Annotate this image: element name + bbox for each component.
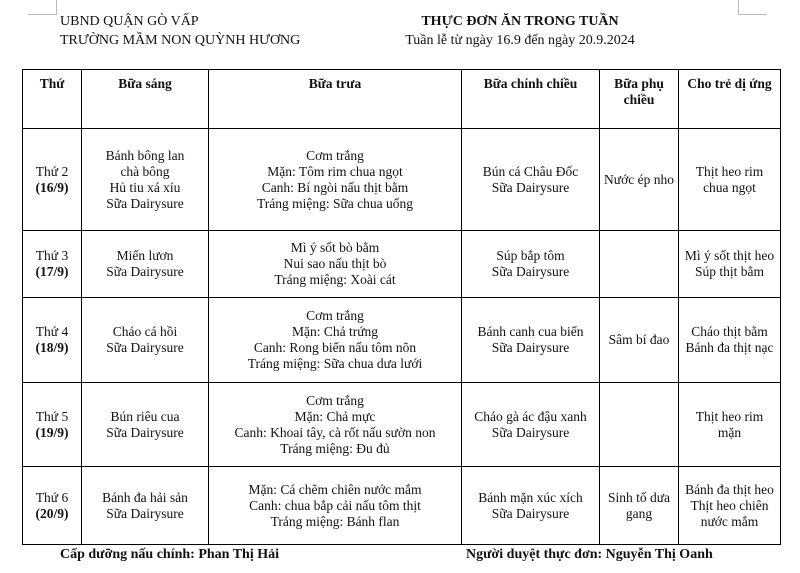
menu-line: Bánh đa thịt nạc: [685, 340, 774, 355]
menu-line: Sữa Dairysure: [106, 424, 184, 440]
menu-line: Tráng miệng: Sữa chua dưa lưới: [247, 356, 423, 371]
table-row: [23, 129, 781, 231]
day-label: Thứ 2: [35, 163, 69, 179]
menu-line: Bún riêu cua: [110, 408, 180, 424]
menu-line: Bánh mặn xúc xích: [478, 489, 583, 505]
menu-line: Sữa Dairysure: [106, 340, 184, 355]
menu-line: Canh: Rong biển nấu tôm nõn: [253, 340, 417, 355]
menu-line: Thịt heo rim: [695, 408, 764, 424]
day-cell: [23, 231, 82, 298]
menu-line: Cháo gà ác đậu xanh: [474, 408, 587, 424]
menu-line: Bánh đa thịt heo: [685, 481, 774, 497]
menu-line: chua ngọt: [703, 179, 756, 195]
menu-line: Miến lươn: [116, 248, 174, 263]
menu-line: Bánh đa hải sản: [102, 489, 188, 505]
menu-line: Cơm trắng: [306, 392, 364, 408]
menu-line: Sinh tố dưa: [607, 489, 671, 505]
menu-line: Cơm trắng: [306, 147, 364, 163]
lunch-cell: [209, 129, 462, 231]
menu-line: Mặn: Chả trứng: [291, 324, 379, 339]
day-date: (17/9): [35, 264, 69, 279]
day-label: Thứ 4: [35, 324, 69, 339]
lunch-cell: [209, 231, 462, 298]
menu-line: mặn: [717, 424, 742, 440]
header-breakfast: Bữa sáng: [82, 70, 209, 129]
afternoon-snack-cell: [600, 129, 679, 231]
menu-line: Sâm bí đao: [608, 332, 670, 347]
table-row: [23, 298, 781, 383]
menu-line: Mặn: Chả mực: [294, 408, 376, 424]
menu-line: Bún cá Châu Đốc: [482, 163, 579, 179]
table-row: [23, 383, 781, 467]
menu-line: Sữa Dairysure: [491, 340, 570, 355]
menu-line: gang: [625, 505, 653, 521]
menu-line: Tráng miệng: Đu đủ: [280, 440, 390, 456]
approver-signature: Người duyệt thực đơn: Nguyễn Thị Oanh: [466, 547, 713, 562]
menu-line: Sữa Dairysure: [106, 264, 184, 279]
org-school: TRƯỜNG MẦM NON QUỲNH HƯƠNG: [60, 33, 301, 48]
day-cell: [23, 383, 82, 467]
menu-line: Tráng miệng: Bánh flan: [270, 513, 400, 529]
menu-line: Tráng miệng: Sữa chua uống: [256, 195, 414, 211]
organization-header: [60, 12, 300, 50]
lunch-cell: [209, 383, 462, 467]
afternoon-main-cell: [462, 129, 600, 231]
allergy-cell: [679, 231, 781, 298]
header-afternoon-snack: Bữa phụ chiều: [600, 70, 679, 129]
menu-line: Nui sao nấu thịt bò: [283, 256, 387, 271]
day-label: Thứ 6: [35, 489, 69, 505]
day-date: (20/9): [35, 505, 69, 521]
menu-line: Thịt heo rim: [695, 163, 764, 179]
menu-line: Hủ tiu xá xíu: [109, 179, 181, 195]
day-date: (19/9): [35, 424, 69, 440]
allergy-cell: [679, 129, 781, 231]
menu-line: Cháo cá hồi: [112, 324, 178, 339]
menu-line: Mặn: Cá chẽm chiên nước mắm: [248, 481, 422, 497]
menu-line: Canh: Bí ngòi nấu thịt bằm: [261, 179, 409, 195]
afternoon-main-cell: [462, 383, 600, 467]
allergy-cell: [679, 298, 781, 383]
table-row: [23, 467, 781, 545]
page-corner-mark-right: [738, 0, 767, 15]
weekly-menu-table: [22, 69, 781, 545]
day-label: Thứ 5: [35, 408, 69, 424]
day-cell: [23, 129, 82, 231]
menu-line: Canh: Khoai tây, cà rốt nấu sườn non: [234, 424, 436, 440]
afternoon-snack-cell: [600, 467, 679, 545]
menu-line: Súp bắp tôm: [496, 248, 565, 263]
afternoon-main-cell: [462, 298, 600, 383]
menu-line: Cơm trắng: [306, 308, 364, 323]
day-date: (18/9): [35, 340, 69, 355]
breakfast-cell: [82, 383, 209, 467]
menu-line: Thịt heo chiên: [690, 497, 769, 513]
page-corner-mark-left: [28, 0, 57, 15]
menu-title: THỰC ĐƠN ĂN TRONG TUẦN: [421, 14, 619, 29]
breakfast-cell: [82, 231, 209, 298]
header-allergy: Cho trẻ dị ứng: [679, 70, 781, 129]
chef-signature: Cấp dưỡng nấu chính: Phan Thị Hải: [60, 547, 279, 562]
menu-line: Sữa Dairysure: [491, 505, 570, 521]
menu-line: Bánh canh cua biển: [477, 324, 584, 339]
day-date: (16/9): [35, 179, 69, 195]
menu-line: Sữa Dairysure: [106, 505, 184, 521]
menu-week-range: Tuần lễ từ ngày 16.9 đến ngày 20.9.2024: [405, 33, 635, 48]
header-afternoon-main: Bữa chính chiều: [462, 70, 600, 129]
table-header-row: [23, 70, 781, 129]
menu-line: Bánh bông lan: [105, 147, 185, 163]
menu-line: nước mắm: [700, 513, 759, 529]
menu-line: Cháo thịt bằm: [691, 324, 768, 339]
menu-line: Mặn: Tôm rim chua ngọt: [267, 163, 403, 179]
afternoon-snack-cell: [600, 383, 679, 467]
day-cell: [23, 467, 82, 545]
day-label: Thứ 3: [35, 248, 69, 263]
day-cell: [23, 298, 82, 383]
lunch-cell: [209, 467, 462, 545]
breakfast-cell: [82, 129, 209, 231]
afternoon-snack-cell: [600, 298, 679, 383]
header-lunch: Bữa trưa: [209, 70, 462, 129]
afternoon-main-cell: [462, 467, 600, 545]
org-district: UBND QUẬN GÒ VẤP: [60, 14, 199, 29]
header-day: Thứ: [23, 70, 82, 129]
menu-line: Sữa Dairysure: [491, 424, 570, 440]
afternoon-main-cell: [462, 231, 600, 298]
menu-line: Mì ý sốt bò bằm: [290, 240, 380, 255]
menu-line: Sữa Dairysure: [491, 264, 570, 279]
allergy-cell: [679, 383, 781, 467]
table-row: [23, 231, 781, 298]
menu-line: Mì ý sốt thịt heo: [684, 248, 775, 263]
allergy-cell: [679, 467, 781, 545]
menu-line: Súp thịt bằm: [694, 264, 764, 279]
menu-line: Nước ép nho: [604, 171, 674, 187]
lunch-cell: [209, 298, 462, 383]
menu-line: Canh: chua bắp cải nấu tôm thịt: [249, 497, 421, 513]
menu-line: Sữa Dairysure: [491, 179, 570, 195]
afternoon-snack-cell: [600, 231, 679, 298]
menu-line: chà bông: [120, 163, 170, 179]
menu-title-block: [370, 12, 670, 50]
breakfast-cell: [82, 467, 209, 545]
menu-line: Sữa Dairysure: [106, 195, 184, 211]
breakfast-cell: [82, 298, 209, 383]
menu-line: Tráng miệng: Xoài cát: [274, 272, 396, 287]
